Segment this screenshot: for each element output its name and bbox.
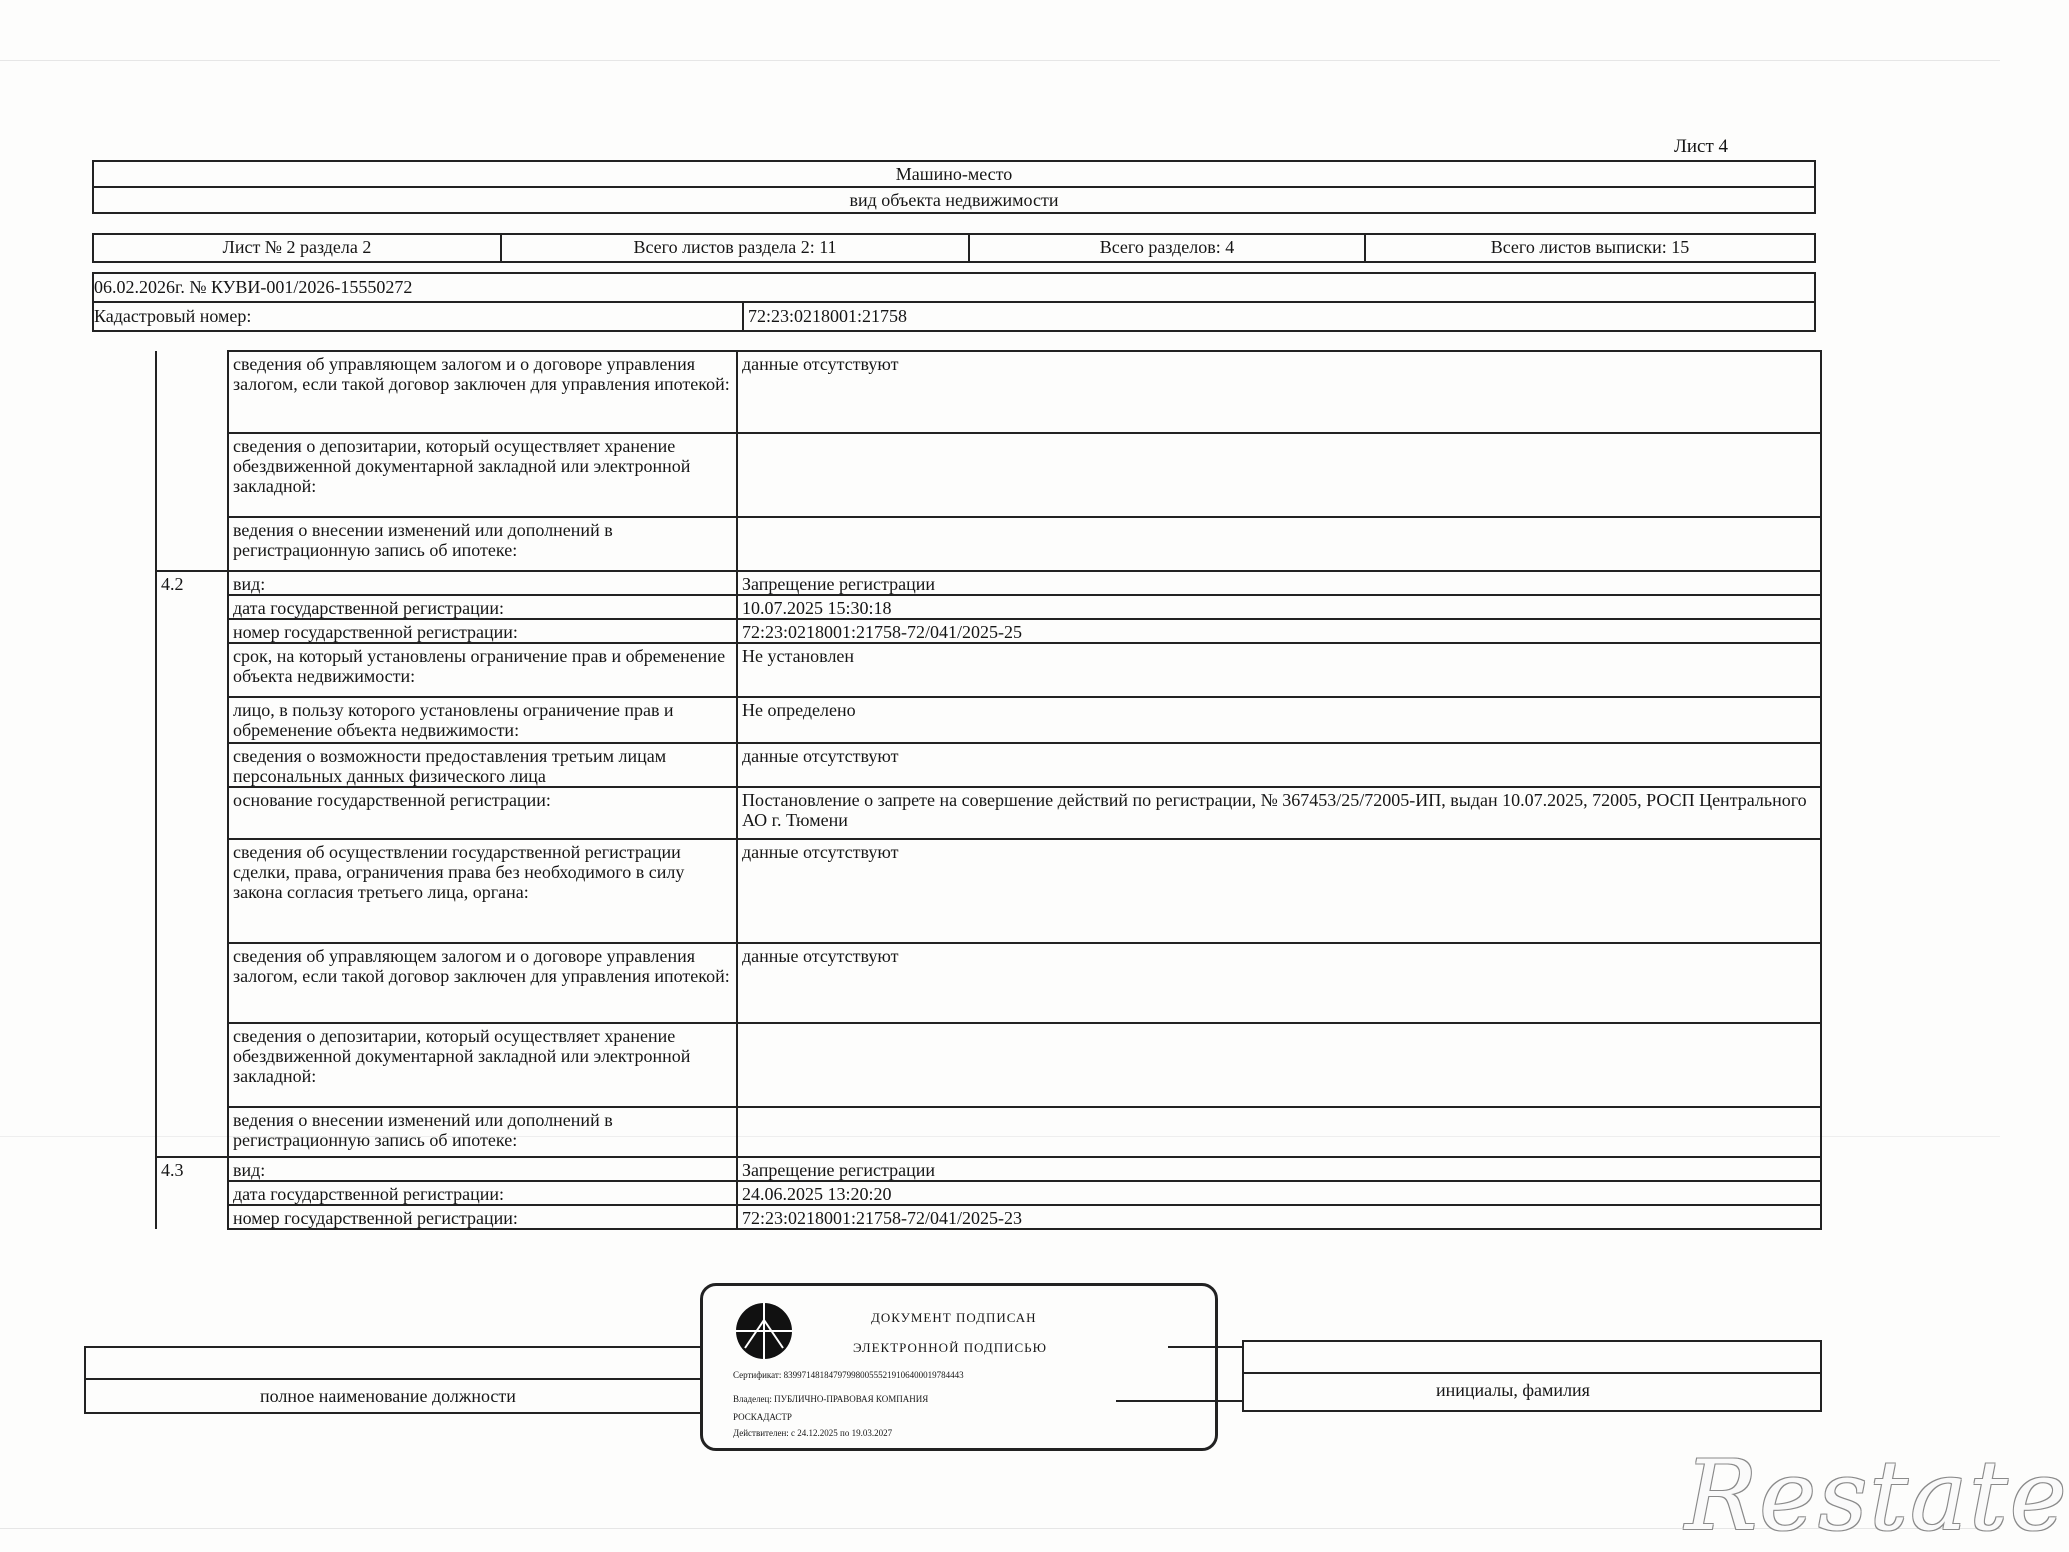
row-label: вид: bbox=[228, 571, 737, 595]
table-row bbox=[84, 1157, 1821, 1181]
row-label: сведения об управляющем залогом и о договоре управления залогом, если такой договор заключен для управления ипотекой: bbox=[228, 943, 737, 1023]
row-number bbox=[156, 1023, 228, 1107]
row-value: данные отсутствуют bbox=[737, 839, 1821, 943]
row-label: дата государственной регистрации: bbox=[228, 595, 737, 619]
row-value: данные отсутствуют bbox=[737, 943, 1821, 1023]
row-number bbox=[156, 1205, 228, 1229]
table-row bbox=[84, 1107, 1821, 1157]
row-spacer bbox=[84, 595, 156, 619]
total-sheets-section: Всего листов раздела 2: 11 bbox=[500, 235, 968, 261]
table-row bbox=[84, 743, 1821, 787]
row-number bbox=[156, 619, 228, 643]
table-row bbox=[84, 595, 1821, 619]
row-label: ведения о внесении изменений или дополнений в регистрационную запись об ипотеке: bbox=[228, 1107, 737, 1157]
stamp-owner: Владелец: ПУБЛИЧНО-ПРАВОВАЯ КОМПАНИЯ bbox=[733, 1394, 929, 1404]
row-value bbox=[737, 517, 1821, 571]
encumbrance-table bbox=[84, 350, 1822, 1230]
row-label: лицо, в пользу которого установлены ограничение прав и обременение объекта недвижимости: bbox=[228, 697, 737, 743]
row-value: данные отсутствуют bbox=[737, 743, 1821, 787]
row-number: 4.3 bbox=[156, 1157, 228, 1181]
table-row bbox=[84, 433, 1821, 517]
initials-signature-box bbox=[1242, 1340, 1822, 1412]
row-number: 4.2 bbox=[156, 571, 228, 595]
row-value: 24.06.2025 13:20:20 bbox=[737, 1181, 1821, 1205]
row-label: ведения о внесении изменений или дополнений в регистрационную запись об ипотеке: bbox=[228, 517, 737, 571]
electronic-signature-stamp bbox=[700, 1283, 1218, 1451]
row-spacer bbox=[84, 351, 156, 433]
row-number bbox=[156, 839, 228, 943]
row-spacer bbox=[84, 787, 156, 839]
row-spacer bbox=[84, 943, 156, 1023]
table-row bbox=[84, 1205, 1821, 1229]
totals-row bbox=[92, 233, 1816, 263]
row-spacer bbox=[84, 1107, 156, 1157]
table-row bbox=[84, 943, 1821, 1023]
row-value bbox=[737, 433, 1821, 517]
position-caption: полное наименование должности bbox=[260, 1386, 516, 1406]
stamp-line-1: ДОКУМЕНТ ПОДПИСАН bbox=[871, 1310, 1037, 1325]
stamp-certificate: Сертификат: 8399714818479799800555219106400019784443 bbox=[733, 1370, 964, 1380]
row-spacer bbox=[84, 1157, 156, 1181]
restate-watermark-logo: Restate bbox=[1685, 1440, 2069, 1552]
row-spacer bbox=[84, 697, 156, 743]
row-label: сведения об управляющем залогом и о договоре управления залогом, если такой договор заключен для управления ипотекой: bbox=[228, 351, 737, 433]
row-number bbox=[156, 351, 228, 433]
row-number bbox=[156, 787, 228, 839]
row-spacer bbox=[84, 1181, 156, 1205]
row-value: 72:23:0218001:21758-72/041/2025-23 bbox=[737, 1205, 1821, 1229]
row-number bbox=[156, 943, 228, 1023]
initials-caption: инициалы, фамилия bbox=[1436, 1380, 1590, 1400]
row-value: Не определено bbox=[737, 697, 1821, 743]
row-label: сведения об осуществлении государственной регистрации сделки, права, ограничения права без необходимого в силу закона согласия третьего лица, органа: bbox=[228, 839, 737, 943]
row-number bbox=[156, 643, 228, 697]
row-number bbox=[156, 595, 228, 619]
table-row bbox=[84, 619, 1821, 643]
table-row bbox=[84, 1181, 1821, 1205]
row-label: вид: bbox=[228, 1157, 737, 1181]
row-label: сведения о возможности предоставления третьим лицам персональных данных физического лица bbox=[228, 743, 737, 787]
row-value: Постановление о запрете на совершение действий по регистрации, № 367453/25/72005-ИП, выдан 10.07.2025, 72005, РОСП Центрального АО г. Тюмени bbox=[737, 787, 1821, 839]
object-type-caption: вид объекта недвижимости bbox=[94, 186, 1814, 212]
object-type-box bbox=[92, 160, 1816, 214]
identity-box bbox=[92, 272, 1816, 332]
row-value bbox=[737, 1107, 1821, 1157]
row-value: 10.07.2025 15:30:18 bbox=[737, 595, 1821, 619]
total-sections: Всего разделов: 4 bbox=[968, 235, 1364, 261]
row-value: Запрещение регистрации bbox=[737, 571, 1821, 595]
rosreestr-emblem-icon bbox=[733, 1300, 795, 1362]
row-label: номер государственной регистрации: bbox=[228, 1205, 737, 1229]
stamp-line-2: ЭЛЕКТРОННОЙ ПОДПИСЬЮ bbox=[853, 1340, 1047, 1355]
table-row bbox=[84, 351, 1821, 433]
table-row bbox=[84, 1023, 1821, 1107]
row-value: 72:23:0218001:21758-72/041/2025-25 bbox=[737, 619, 1821, 643]
row-label: дата государственной регистрации: bbox=[228, 1181, 737, 1205]
row-label: срок, на который установлены ограничение прав и обременение объекта недвижимости: bbox=[228, 643, 737, 697]
table-row bbox=[84, 787, 1821, 839]
row-label: основание государственной регистрации: bbox=[228, 787, 737, 839]
row-label: сведения о депозитарии, который осуществляет хранение обездвиженной документарной закладной или электронной закладной: bbox=[228, 433, 737, 517]
table-row bbox=[84, 697, 1821, 743]
sheet-number: Лист 4 bbox=[1673, 136, 1728, 157]
row-number bbox=[156, 517, 228, 571]
row-spacer bbox=[84, 619, 156, 643]
row-number bbox=[156, 1107, 228, 1157]
sheet-of-section: Лист № 2 раздела 2 bbox=[222, 237, 372, 257]
row-spacer bbox=[84, 643, 156, 697]
row-spacer bbox=[84, 1023, 156, 1107]
table-row bbox=[84, 571, 1821, 595]
row-value: Запрещение регистрации bbox=[737, 1157, 1821, 1181]
row-value: Не установлен bbox=[737, 643, 1821, 697]
row-spacer bbox=[84, 839, 156, 943]
cadastral-label: Кадастровый номер: bbox=[94, 306, 252, 326]
row-spacer bbox=[84, 743, 156, 787]
table-row bbox=[84, 517, 1821, 571]
row-spacer bbox=[84, 1205, 156, 1229]
stamp-owner-2: РОСКАДАСТР bbox=[733, 1412, 792, 1422]
object-type: Машино-место bbox=[895, 164, 1013, 184]
row-spacer bbox=[84, 517, 156, 571]
table-row bbox=[84, 839, 1821, 943]
cadastral-value: 72:23:0218001:21758 bbox=[742, 303, 907, 330]
row-value: данные отсутствуют bbox=[737, 351, 1821, 433]
row-spacer bbox=[84, 433, 156, 517]
row-number bbox=[156, 1181, 228, 1205]
row-spacer bbox=[84, 571, 156, 595]
total-sheets-extract: Всего листов выписки: 15 bbox=[1364, 235, 1814, 261]
row-label: номер государственной регистрации: bbox=[228, 619, 737, 643]
row-value bbox=[737, 1023, 1821, 1107]
stamp-valid: Действителен: с 24.12.2025 по 19.03.2027 bbox=[733, 1428, 893, 1438]
table-row bbox=[84, 643, 1821, 697]
row-number bbox=[156, 743, 228, 787]
extract-date-number: 06.02.2026г. № КУВИ-001/2026-15550272 bbox=[94, 277, 413, 297]
row-label: сведения о депозитарии, который осуществляет хранение обездвиженной документарной закладной или электронной закладной: bbox=[228, 1023, 737, 1107]
row-number bbox=[156, 697, 228, 743]
row-number bbox=[156, 433, 228, 517]
